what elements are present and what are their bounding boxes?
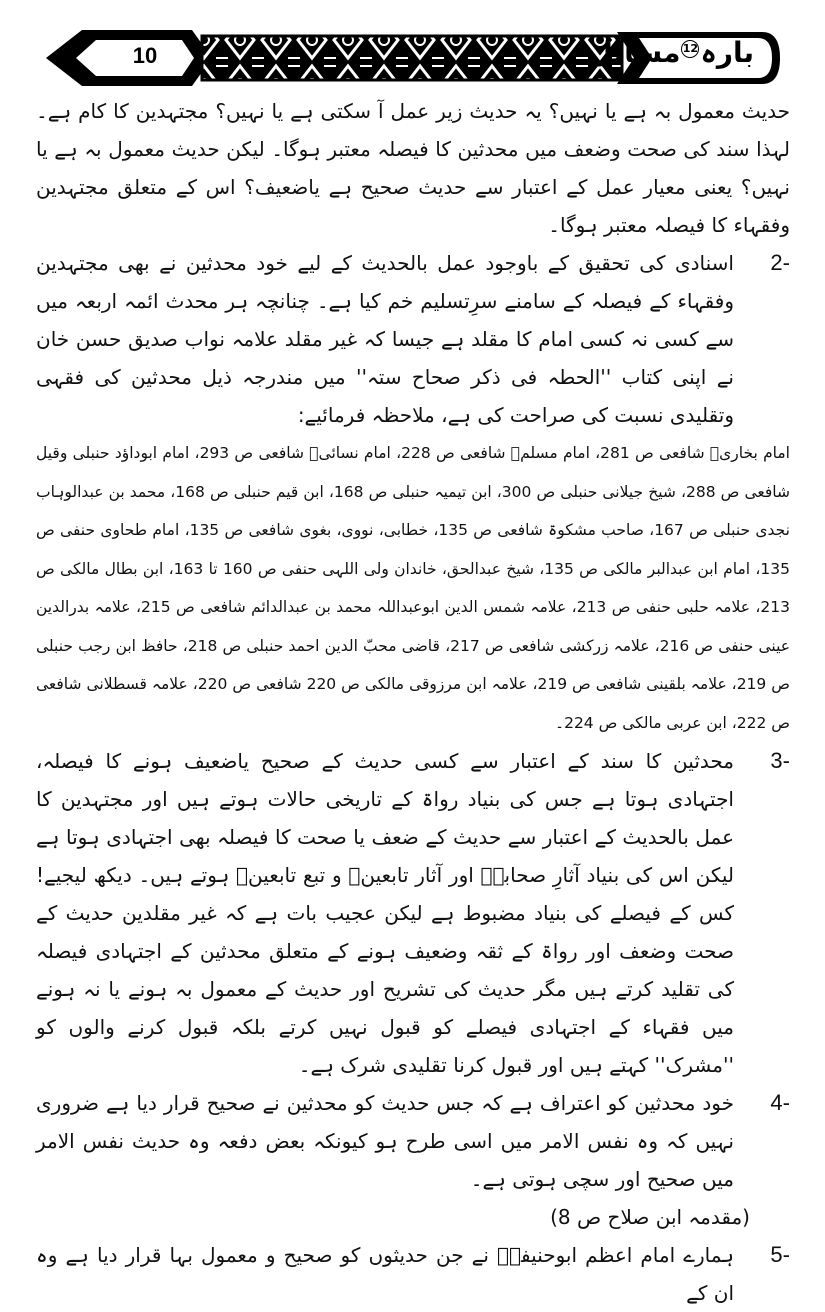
point-4-number: -4 — [770, 1090, 790, 1115]
references-list: امام بخاریؒ شافعی ص 281، امام مسلمؒ شافعی ص 228، امام نسائیؒ شافعی ص 293، امام ابوداؤد حنبلی وقیل شافعی ص 288، شیخ جیلانی حنبلی ص 300، ابن تیمیہ حنبلی ص 168، ابن قیم حنبلی ص 168، محمد بن عبدالوہاب نجدی حنبلی ص 167، صاحب مشکوۃ شافعی ص 135، خطابی، نووی، بغوی شافعی ص 135، امام طحاوی حنفی ص 135، امام ابن عبدالبر مالکی ص 135، شیخ عبدالحق، خاندان ولی اللہی حنفی ص 160 تا 163، ابن بطال مالکی ص 213، علامہ حلبی حنفی ص 213، علامہ شمس الدین ابوعبداللہ محمد بن عبدالدائم شافعی ص 215، علامہ بدرالدین عینی حنفی ص 216، علامہ زرکشی شافعی ص 217، قاضی محبّ الدین احمد حنبلی ص 218، حافظ ابن رجب حنبلی ص 219، علامہ بلقینی شافعی ص 219، علامہ ابن مرزوقی مالکی ص 220 شافعی ص 220، علامہ قسطلانی شافعی ص 222، ابن عربی مالکی ص 224۔ — [36, 444, 791, 732]
point-4-text: خود محدثین کو اعتراف ہے کہ جس حدیث کو محدثین نے صحیح قرار دیا ہے ضروری نہیں کہ وہ نفس الامر میں اسی طرح ہو کیونکہ بعض دفعہ وہ حدیث نفس الامر میں صحیح اور سچی ہوتی ہے۔ — [36, 1091, 734, 1191]
point-5 — [36, 1236, 790, 1312]
intro-paragraph: حدیث معمول بہ ہے یا نہیں؟ یہ حدیث زیر عمل آ سکتی ہے یا نہیں؟ مجتہدین کا کام ہے۔ لہذا سند کی صحت وضعف میں محدثین کا فیصلہ معتبر ہوگا۔ لیکن حدیث معمول بہ ہے یا نہیں؟ یعنی معیار عمل کے اعتبار سے حدیث صحیح ہے یاضعیف؟ اس کے متعلق مجتہدین وفقہاء کا فیصلہ معتبر ہوگا۔ — [36, 99, 790, 237]
point-2 — [36, 244, 790, 434]
page-body — [36, 92, 790, 1312]
point-5-number: -5 — [770, 1242, 790, 1267]
book-title-part2: مسائل — [588, 36, 681, 69]
point-3 — [36, 742, 790, 1084]
page-header — [42, 18, 784, 98]
point-5-text: ہمارے امام اعظم ابوحنیفہؒ نے جن حدیثوں کو صحیح و معمول بہا قرار دیا ہے وہ ان کے — [36, 1243, 734, 1305]
book-title-part1: بارہ — [700, 36, 754, 69]
book-title-badge: 12 — [681, 40, 699, 58]
point-2-number: -2 — [770, 250, 790, 275]
point-3-text: محدثین کا سند کے اعتبار سے کسی حدیث کے صحیح یاضعیف ہونے کا فیصلہ، اجتہادی ہوتا ہے جس کی بنیاد رواۃ کے تاریخی حالات ہوتے ہیں اور مجتہدین کا عمل بالحدیث کے اعتبار سے حدیث کے ضعف یا صحت کا فیصلہ بھی اجتہادی ہوتا ہے لیکن اس کی بنیاد آثارِ صحابہؓ اور آثار تابعینؒ و تبع تابعینؒ ہوتے ہیں۔ دیکھ لیجیے! کس کے فیصلے کی بنیاد مضبوط ہے لیکن عجیب بات ہے کہ غیر مقلدین حدیث کے صحت وضعف اور رواۃ کے ثقہ وضعیف ہونے کے متعلق محدثین کے اجتہادی فیصلہ کی تقلید کرتے ہیں مگر حدیث کی تشریح اور حدیث کے معمول بہ ہونے یا نہ ہونے میں فقہاء کے اجتہادی فیصلے کو قبول نہیں کرتے بلکہ قبول کرنے والوں کو ''مشرک'' کہتے ہیں اور قبول کرنا تقلیدی شرک ہے۔ — [36, 749, 734, 1077]
citation: (مقدمہ ابن صلاح ص 8) — [550, 1205, 750, 1229]
page-number: 10 — [132, 43, 158, 68]
point-4 — [36, 1084, 790, 1198]
point-2-text: اسنادی کی تحقیق کے باوجود عمل بالحدیث کے لیے خود محدثین نے بھی مجتہدین وفقہاء کے فیصلہ کے سامنے سرِتسلیم خم کیا ہے۔ چنانچہ ہر محدث ائمہ اربعہ میں سے کسی نہ کسی امام کا مقلد ہے جیسا کہ غیر مقلد علامہ نواب صدیق حسن خان نے اپنی کتاب ''الحطہ فی ذکر صحاح ستہ'' میں مندرجہ ذیل محدثین کی فقہی وتقلیدی نسبت کی صراحت کی ہے، ملاحظہ فرمائیے: — [36, 251, 734, 427]
book-title — [589, 36, 754, 69]
point-3-number: -3 — [770, 748, 790, 773]
